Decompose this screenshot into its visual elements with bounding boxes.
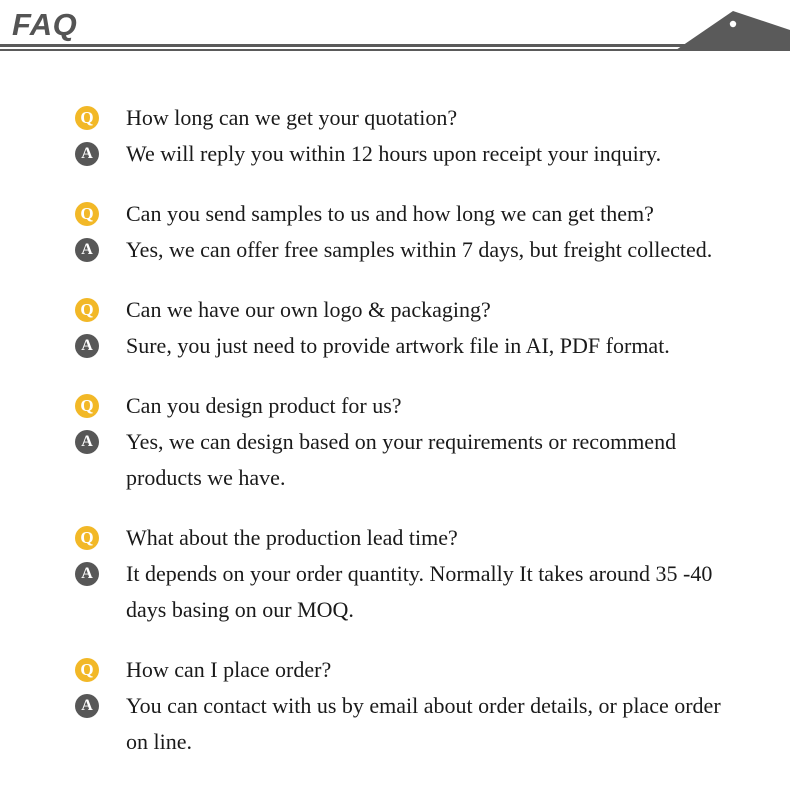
answer-badge-icon: A bbox=[75, 334, 99, 358]
question-badge-icon: Q bbox=[75, 394, 99, 418]
page-title: FAQ bbox=[12, 7, 78, 42]
header-rule bbox=[0, 44, 790, 47]
question-badge-icon: Q bbox=[75, 298, 99, 322]
faq-answer: Yes, we can offer free samples within 7 days, but freight collected. bbox=[126, 237, 713, 262]
answer-badge-icon: A bbox=[75, 238, 99, 262]
answer-badge-icon: A bbox=[75, 694, 99, 718]
faq-answer: Yes, we can design based on your requirements or recommend products we have. bbox=[126, 429, 677, 490]
faq-item bbox=[0, 388, 790, 496]
question-badge-icon: Q bbox=[75, 202, 99, 226]
faq-answer-row bbox=[0, 232, 736, 268]
faq-answer: We will reply you within 12 hours upon receipt your inquiry. bbox=[126, 141, 662, 166]
faq-answer: Sure, you just need to provide artwork file in AI, PDF format. bbox=[126, 333, 670, 358]
header-banner-graphic bbox=[0, 0, 790, 56]
faq-answer-row bbox=[0, 424, 736, 496]
faq-question-row bbox=[0, 520, 736, 556]
faq-question: Can we have our own logo & packaging? bbox=[126, 297, 491, 322]
roof-dot-icon bbox=[730, 21, 736, 27]
faq-question-row bbox=[0, 292, 736, 328]
faq-item bbox=[0, 520, 790, 628]
faq-question: Can you design product for us? bbox=[126, 393, 402, 418]
faq-question-row bbox=[0, 652, 736, 688]
faq-answer-row bbox=[0, 688, 736, 760]
faq-answer-row bbox=[0, 328, 736, 364]
faq-list bbox=[0, 100, 790, 784]
question-badge-icon: Q bbox=[75, 526, 99, 550]
faq-item bbox=[0, 292, 790, 364]
faq-header bbox=[0, 0, 790, 56]
roof-shape bbox=[676, 11, 790, 50]
faq-question-row bbox=[0, 388, 736, 424]
header-rule-lower bbox=[0, 49, 790, 51]
faq-answer-row bbox=[0, 556, 736, 628]
faq-question: How can I place order? bbox=[126, 657, 332, 682]
faq-question-row bbox=[0, 100, 736, 136]
faq-answer: You can contact with us by email about order details, or place order on line. bbox=[126, 693, 721, 754]
answer-badge-icon: A bbox=[75, 430, 99, 454]
faq-item bbox=[0, 100, 790, 172]
answer-badge-icon: A bbox=[75, 562, 99, 586]
faq-answer-row bbox=[0, 136, 736, 172]
faq-question: What about the production lead time? bbox=[126, 525, 458, 550]
faq-question-row bbox=[0, 196, 736, 232]
faq-item bbox=[0, 652, 790, 760]
question-badge-icon: Q bbox=[75, 658, 99, 682]
faq-item bbox=[0, 196, 790, 268]
answer-badge-icon: A bbox=[75, 142, 99, 166]
faq-answer: It depends on your order quantity. Normally It takes around 35 -40 days basing on our MOQ. bbox=[126, 561, 713, 622]
faq-question: Can you send samples to us and how long we can get them? bbox=[126, 201, 654, 226]
question-badge-icon: Q bbox=[75, 106, 99, 130]
faq-question: How long can we get your quotation? bbox=[126, 105, 458, 130]
